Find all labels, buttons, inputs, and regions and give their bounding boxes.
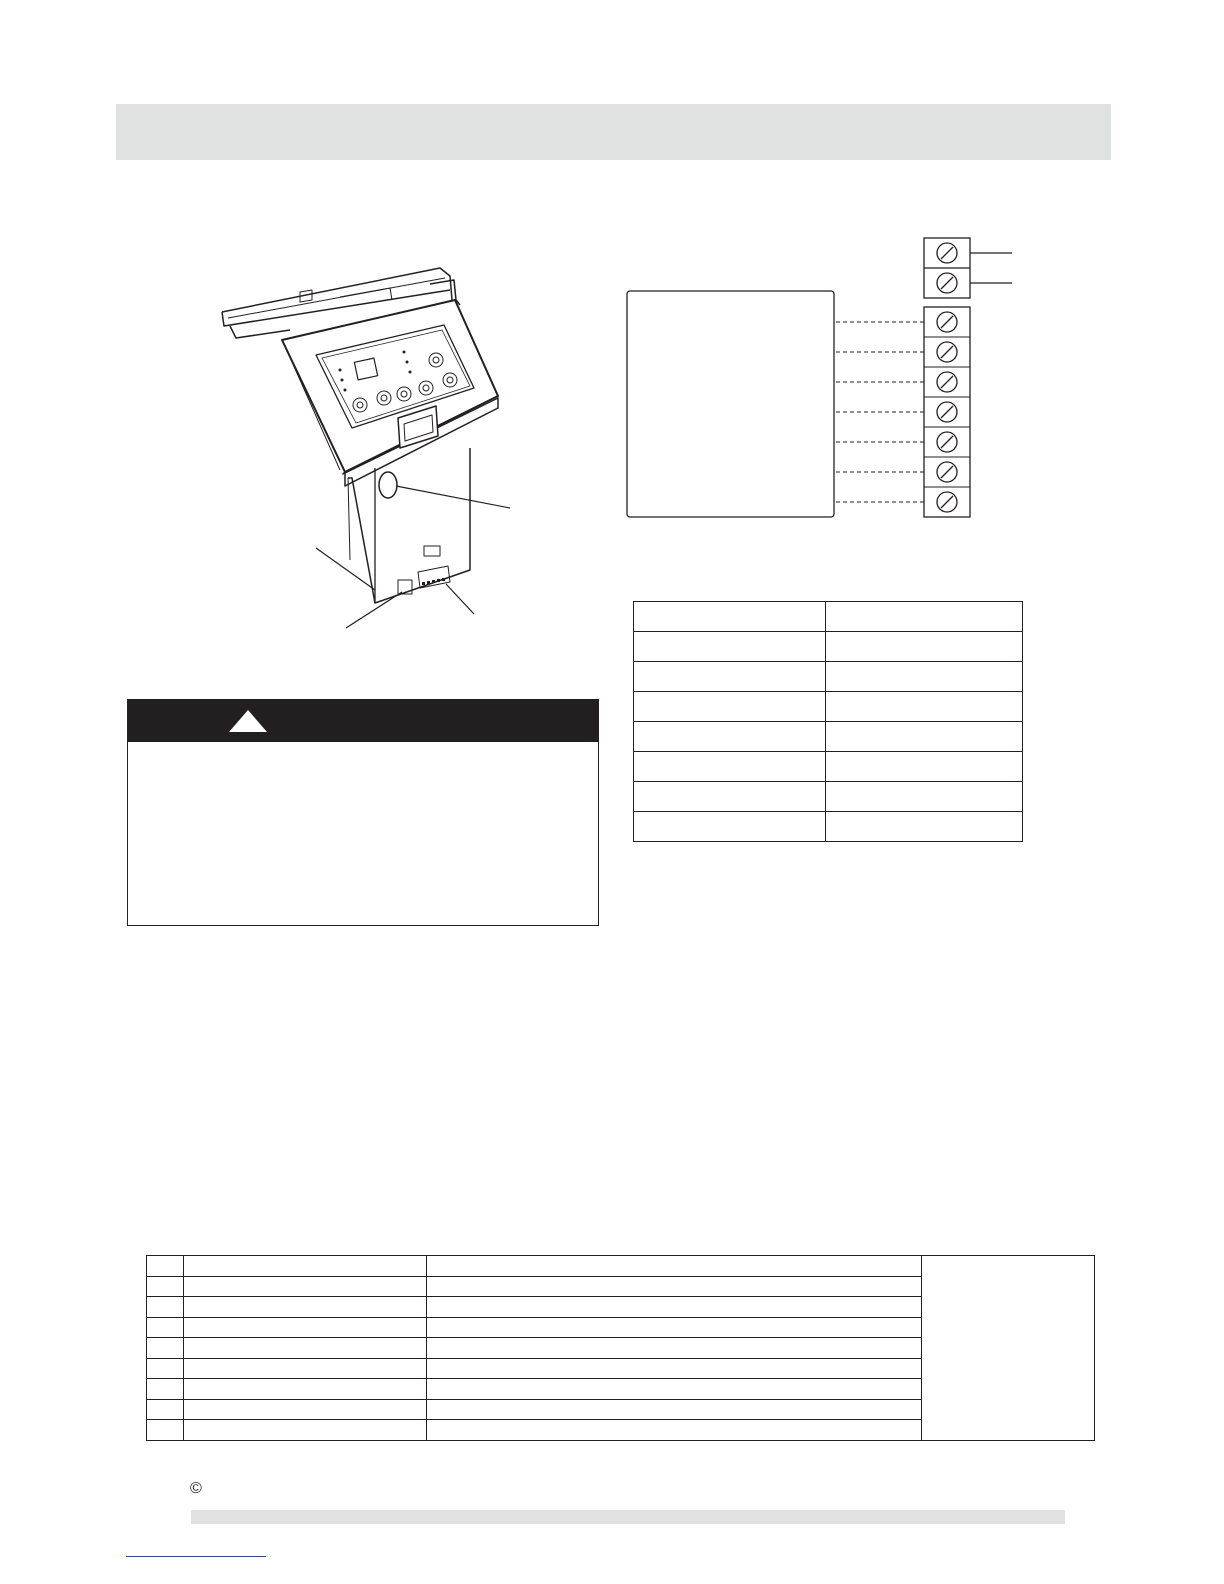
warning-header [128,700,598,742]
table-cell [184,1420,427,1441]
table-cell [184,1338,427,1359]
table-row [634,662,1023,692]
warning-box [127,699,599,926]
footer-bar [191,1510,1065,1524]
table-cell [427,1256,922,1277]
table-row [634,632,1023,662]
table-cell [184,1297,427,1318]
wiring-diagram [620,230,1020,530]
table-row [634,722,1023,752]
table-cell [826,662,1023,692]
table-row [634,812,1023,842]
table-cell [184,1358,427,1379]
table-cell [826,782,1023,812]
table-cell [147,1317,184,1338]
table-cell [427,1420,922,1441]
table-cell [427,1379,922,1400]
table-cell [922,1256,1095,1441]
table-cell [634,722,826,752]
table-cell [826,602,1023,632]
table-cell [634,812,826,842]
header-bar [116,104,1111,160]
table-cell [427,1399,922,1420]
table-cell [826,812,1023,842]
table-cell [427,1338,922,1359]
table-cell [147,1256,184,1277]
table-cell [184,1276,427,1297]
controller-block [627,291,834,517]
table-cell [147,1297,184,1318]
terminal-screw-icon [937,312,957,512]
table-cell [147,1338,184,1359]
table-cell [427,1297,922,1318]
warning-triangle-icon [228,709,268,733]
terminal-table [633,601,1023,842]
table-cell [826,692,1023,722]
table-row [634,782,1023,812]
table-cell [147,1276,184,1297]
table-cell [184,1379,427,1400]
table-cell [427,1317,922,1338]
table-row [634,602,1023,632]
table-cell [184,1256,427,1277]
table-cell [184,1399,427,1420]
table-row [147,1256,1095,1277]
footer-link[interactable] [126,1556,266,1557]
table-cell [147,1399,184,1420]
table-row [634,752,1023,782]
table-row [634,692,1023,722]
table-cell [826,752,1023,782]
table-cell [634,602,826,632]
table-cell [427,1358,922,1379]
table-cell [634,752,826,782]
table-cell [634,632,826,662]
control-module-illustration [150,225,570,645]
table-cell [147,1379,184,1400]
copyright-symbol: © [190,1480,202,1497]
table-cell [826,632,1023,662]
table-cell [634,782,826,812]
table-cell [184,1317,427,1338]
table-cell [634,662,826,692]
table-cell [147,1358,184,1379]
table-cell [147,1420,184,1441]
table-cell [634,692,826,722]
table-cell [826,722,1023,752]
specification-table [146,1255,1095,1441]
table-cell [427,1276,922,1297]
